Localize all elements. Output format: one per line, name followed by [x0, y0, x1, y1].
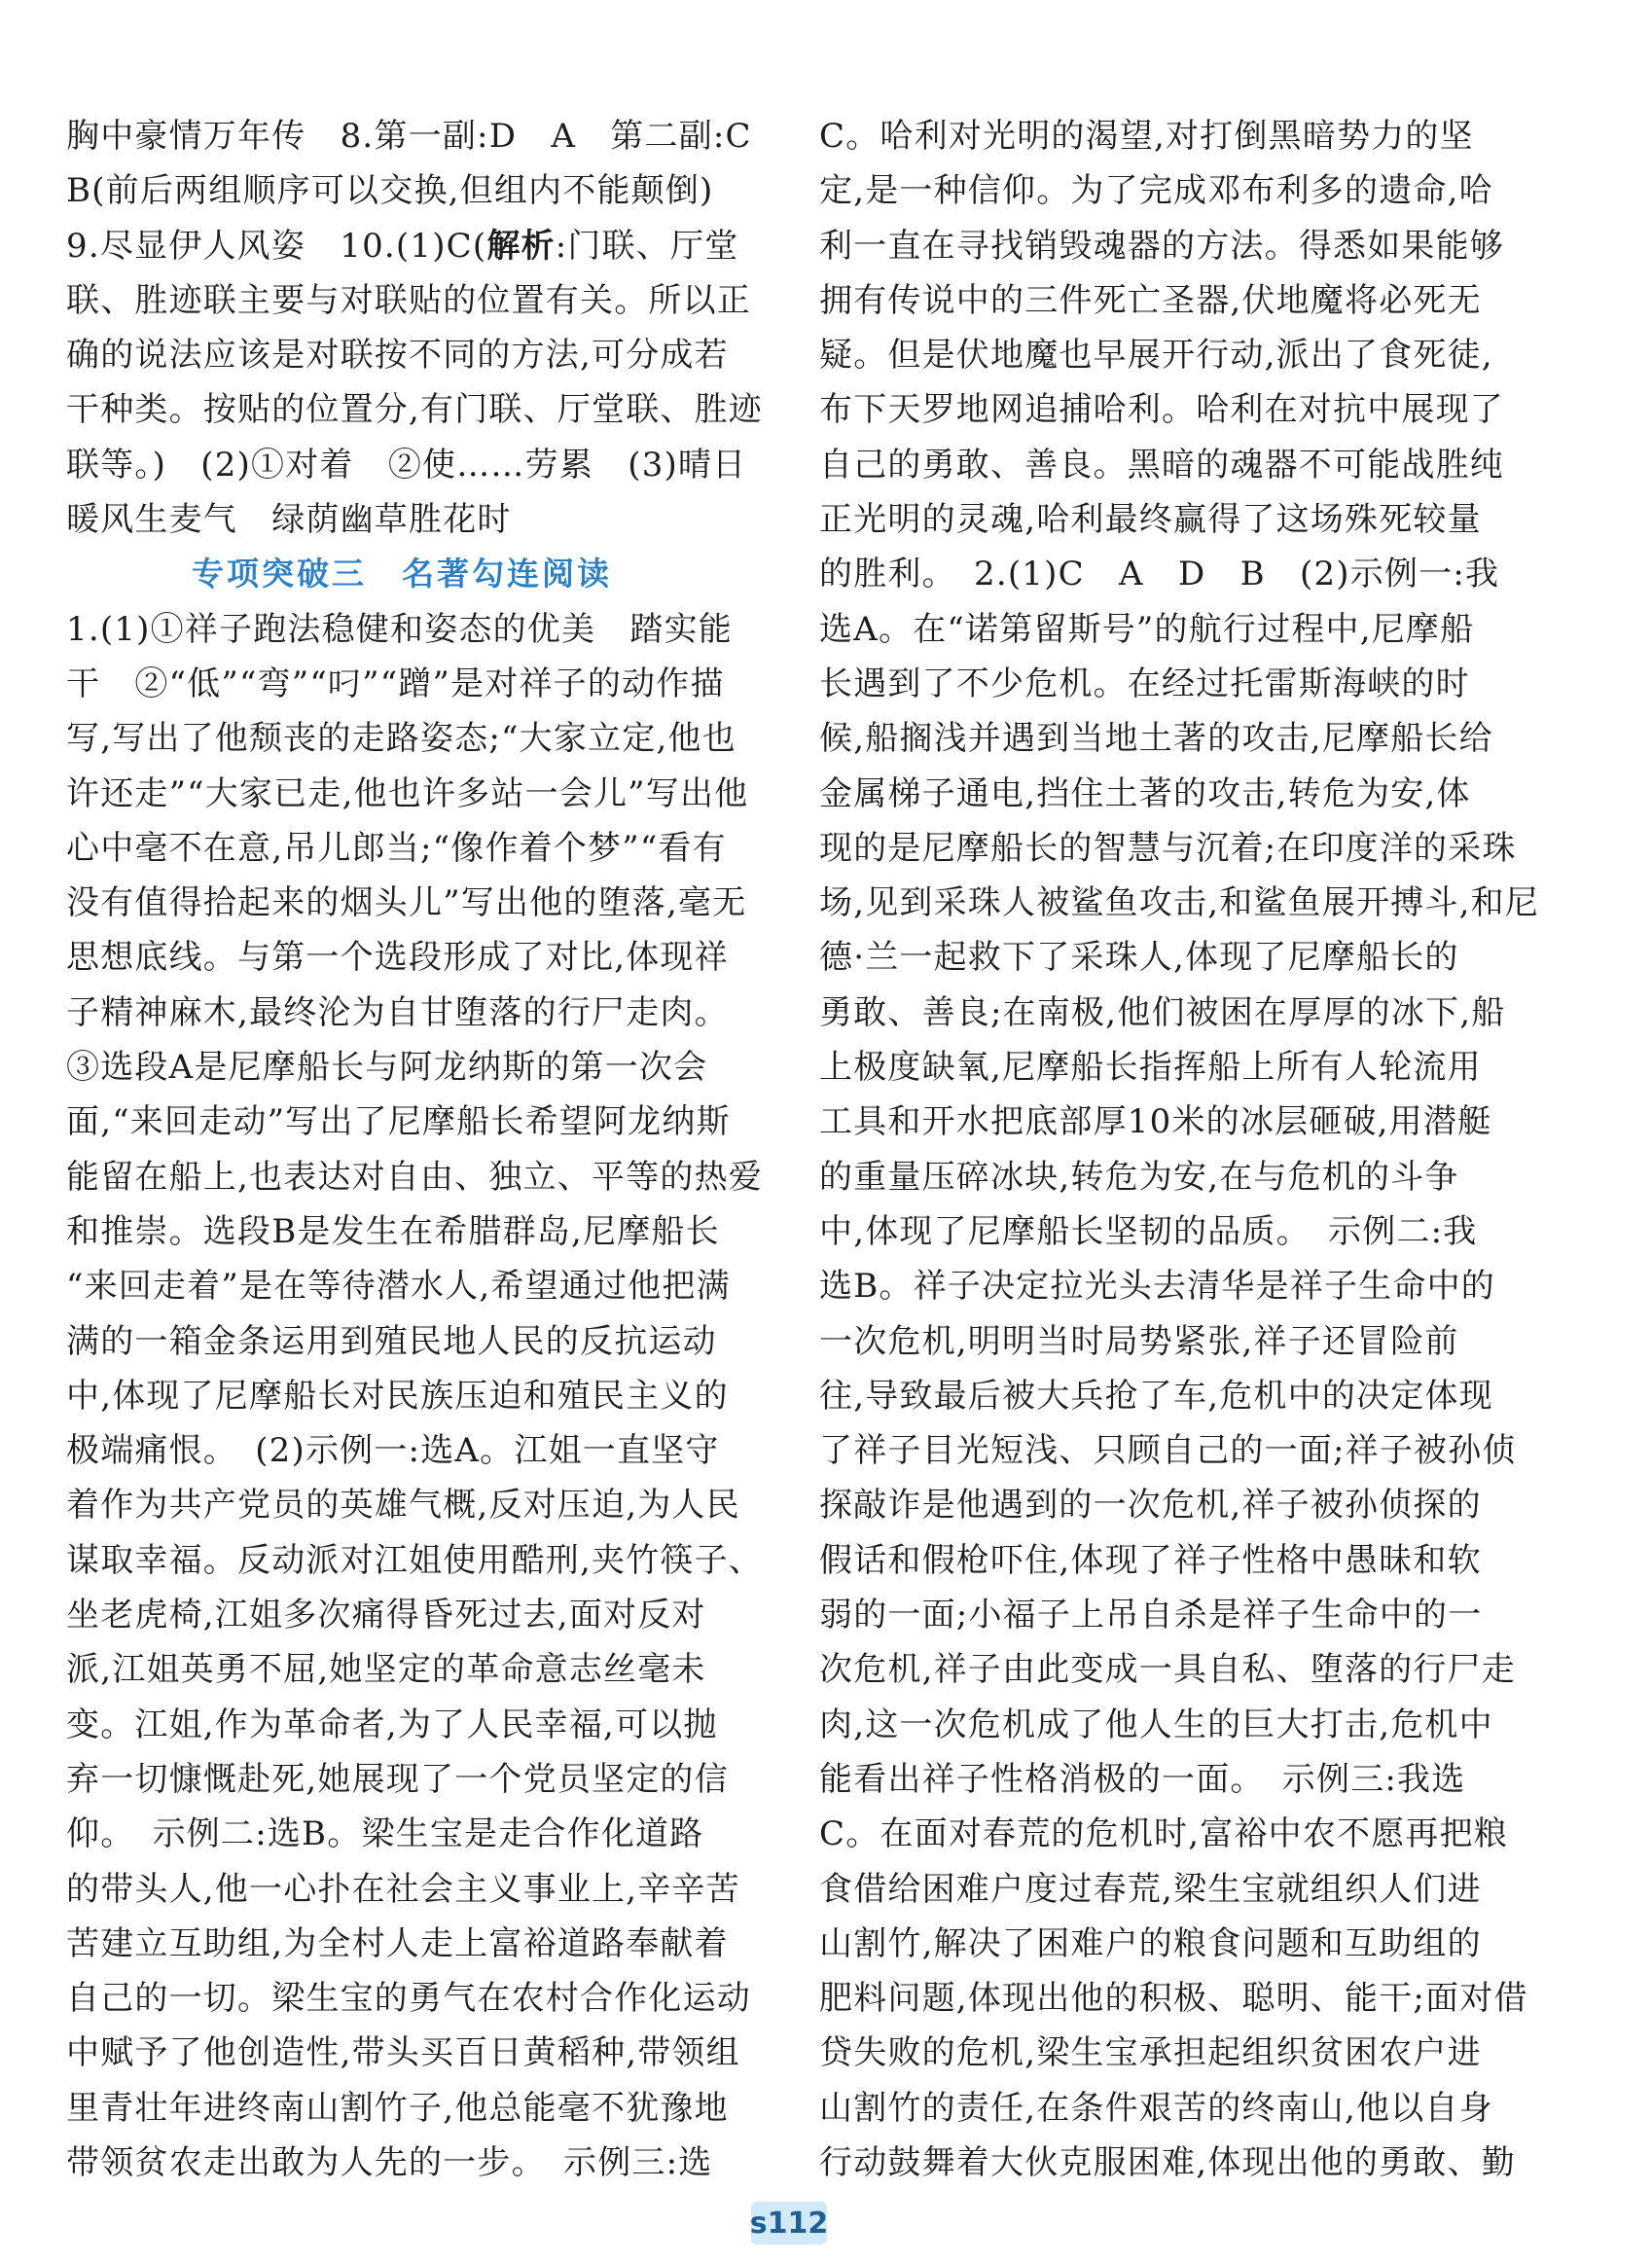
text-line: 暖风生麦气 绿荫幽草胜花时 [66, 500, 512, 540]
text-line: 次危机,祥子由此变成一具自私、堕落的行尸走 [819, 1650, 1517, 1690]
text-line: 布下天罗地网追捕哈利。哈利在对抗中展现了 [819, 390, 1504, 430]
text-line: 自己的一切。梁生宝的勇气在农村合作化运动 [66, 1979, 751, 2019]
text-line: 确的说法应该是对联按不同的方法,可分成若 [66, 336, 729, 376]
text-line: 长遇到了不少危机。在经过托雷斯海峡的时 [819, 664, 1470, 703]
left-column [66, 109, 764, 2190]
text-fragment: 9.尽显伊人风姿 10.(1)C( [66, 226, 487, 266]
text-line: 了祥子目光短浅、只顾自己的一面;祥子被孙侦 [819, 1431, 1517, 1471]
text-line: 德·兰一起救下了采珠人,体现了尼摩船长的 [819, 938, 1459, 978]
text-line: 苦建立互助组,为全村人走上富裕道路奉献着 [66, 1923, 729, 1963]
text-line: 满的一箱金条运用到殖民地人民的反抗运动 [66, 1321, 717, 1361]
text-line: 心中毫不在意,吊儿郎当;“像作着个梦”“看有 [66, 828, 727, 868]
text-line: 勇敢、善良;在南极,他们被困在厚厚的冰下,船 [819, 992, 1506, 1032]
text-line: 着作为共产党员的英雄气概,反对压迫,为人民 [66, 1486, 740, 1526]
text-line: 候,船搁浅并遇到当地土著的攻击,尼摩船长给 [819, 719, 1493, 759]
text-line: 弃一切慷慨赴死,她展现了一个党员坚定的信 [66, 1759, 729, 1799]
text-line: 写,写出了他颓丧的走路姿态;“大家立定,他也 [66, 719, 736, 759]
text-line: 正光明的灵魂,哈利最终赢得了这场殊死较量 [819, 500, 1482, 540]
text-line: 和推崇。选段B是发生在希腊群岛,尼摩船长 [66, 1211, 720, 1251]
text-line: 面,“来回走动”写出了尼摩船长希望阿龙纳斯 [66, 1102, 731, 1142]
text-line: 中,体现了尼摩船长对民族压迫和殖民主义的 [66, 1376, 729, 1416]
text-line: 山割竹的责任,在条件艰苦的终南山,他以自身 [819, 2088, 1493, 2128]
text-line: 子精神麻木,最终沦为自甘堕落的行尸走肉。 [66, 992, 729, 1032]
text-line: 探敲诈是他遇到的一次危机,祥子被孙侦探的 [819, 1486, 1482, 1526]
text-fragment: :门联、厅堂 [555, 226, 739, 266]
text-line: 肉,这一次危机成了他人生的巨大打击,危机中 [819, 1705, 1493, 1744]
text-line: 往,导致最后被大兵抢了车,危机中的决定体现 [819, 1376, 1493, 1416]
text-line: ③选段A是尼摩船长与阿龙纳斯的第一次会 [66, 1048, 708, 1088]
text-line: 许还走”“大家已走,他也许多站一会儿”写出他 [66, 773, 749, 813]
text-line: 自己的勇敢、善良。黑暗的魂器不可能战胜纯 [819, 445, 1504, 485]
text-line: 工具和开水把底部厚10米的冰层砸破,用潜艇 [819, 1102, 1492, 1142]
text-line: 干 ②“低”“弯”“叼”“蹭”是对祥子的动作描 [66, 664, 725, 703]
text-line: 中赋予了他创造性,带头买百日黄稻种,带领组 [66, 2033, 740, 2073]
text-line: 中,体现了尼摩船长坚韧的品质。 示例二:我 [819, 1211, 1478, 1251]
text-line: C。在面对春荒的危机时,富裕中农不愿再把粮 [819, 1814, 1509, 1854]
text-line: 肥料问题,体现出他的积极、聪明、能干;面对借 [819, 1979, 1528, 2019]
text-line: 仰。 示例二:选B。梁生宝是走合作化道路 [66, 1814, 704, 1854]
text-line: B(前后两组顺序可以交换,但组内不能颠倒) [66, 171, 714, 211]
text-line: 金属梯子通电,挡住土著的攻击,转危为安,体 [819, 773, 1471, 813]
text-line: 里青壮年进终南山割竹子,他总能毫不犹豫地 [66, 2088, 729, 2128]
text-line: 定,是一种信仰。为了完成邓布利多的遗命,哈 [819, 171, 1493, 211]
text-line: 谋取幸福。反动派对江姐使用酷刑,夹竹筷子、 [66, 1540, 764, 1580]
text-line: 弱的一面;小福子上吊自杀是祥子生命中的一 [819, 1596, 1483, 1635]
text-line: 场,见到采珠人被鲨鱼攻击,和鲨鱼展开搏斗,和尼 [819, 883, 1540, 923]
text-line: 干种类。按贴的位置分,有门联、厅堂联、胜迹 [66, 390, 764, 430]
section-title: 专项突破三 名著勾连阅读 [192, 555, 612, 593]
text-line: C。哈利对光明的渴望,对打倒黑暗势力的坚 [819, 117, 1474, 156]
text-line: 思想底线。与第一个选段形成了对比,体现祥 [66, 938, 729, 978]
text-line: 胸中豪情万年传 8.第一副:D A 第二副:C [66, 117, 752, 156]
text-line: 的重量压碎冰块,转危为安,在与危机的斗争 [819, 1157, 1459, 1197]
right-column [819, 109, 1540, 2190]
text-line: 坐老虎椅,江姐多次痛得昏死过去,面对反对 [66, 1596, 706, 1635]
text-line: 现的是尼摩船长的智慧与沉着;在印度洋的采珠 [819, 828, 1517, 868]
text-line: 疑。但是伏地魔也早展开行动,派出了食死徒, [819, 336, 1493, 376]
text-line: 选A。在“诺第留斯号”的航行过程中,尼摩船 [819, 609, 1475, 649]
text-line: 山割竹,解决了困难户的粮食问题和互助组的 [819, 1923, 1482, 1963]
text-line [66, 219, 737, 273]
text-line: 联等。) (2)①对着 ②使……劳累 (3)晴日 [66, 445, 747, 485]
text-line: 能留在船上,也表达对自由、独立、平等的热爱 [66, 1157, 764, 1197]
text-line: 假话和假枪吓住,体现了祥子性格中愚昧和软 [819, 1540, 1482, 1580]
text-line: 行动鼓舞着大伙克服困难,体现出他的勇敢、勤 [819, 2142, 1517, 2182]
text-line: 食借给困难户度过春荒,梁生宝就组织人们进 [819, 1869, 1482, 1909]
text-line: 带领贫农走出敢为人先的一步。 示例三:选 [66, 2142, 713, 2182]
text-line: 1.(1)①祥子跑法稳健和姿态的优美 踏实能 [66, 609, 733, 649]
text-line: 派,江姐英勇不屈,她坚定的革命意志丝毫未 [66, 1650, 706, 1690]
text-line: 一次危机,明明当时局势紧张,祥子还冒险前 [819, 1321, 1459, 1361]
text-line: 上极度缺氧,尼摩船长指挥船上所有人轮流用 [819, 1048, 1482, 1088]
text-line: 的带头人,他一心扑在社会主义事业上,辛辛苦 [66, 1869, 740, 1909]
text-line: 极端痛恨。 (2)示例一:选A。江姐一直坚守 [66, 1431, 720, 1471]
text-line: 的胜利。 2.(1)C A D B (2)示例一:我 [819, 555, 1500, 594]
text-line: 选B。祥子决定拉光头去清华是祥子生命中的 [819, 1267, 1495, 1307]
text-line: 变。江姐,作为革命者,为了人民幸福,可以抛 [66, 1705, 718, 1744]
text-line: 拥有传说中的三件死亡圣器,伏地魔将必死无 [819, 280, 1482, 320]
text-line: 能看出祥子性格消极的一面。 示例三:我选 [819, 1759, 1466, 1799]
text-line: 利一直在寻找销毁魂器的方法。得悉如果能够 [819, 226, 1504, 266]
left-answer-block [66, 602, 764, 2191]
text-line: 联、胜迹联主要与对联贴的位置有关。所以正 [66, 280, 751, 320]
analysis-label: 解析 [486, 226, 556, 266]
text-line: 没有值得拾起来的烟头儿”写出他的堕落,毫无 [66, 883, 747, 923]
text-line: “来回走着”是在等待潜水人,希望通过他把满 [66, 1267, 731, 1307]
page-number: s112 [751, 2202, 827, 2244]
text-line: 贷失败的危机,梁生宝承担起组织贫困农户进 [819, 2033, 1482, 2073]
